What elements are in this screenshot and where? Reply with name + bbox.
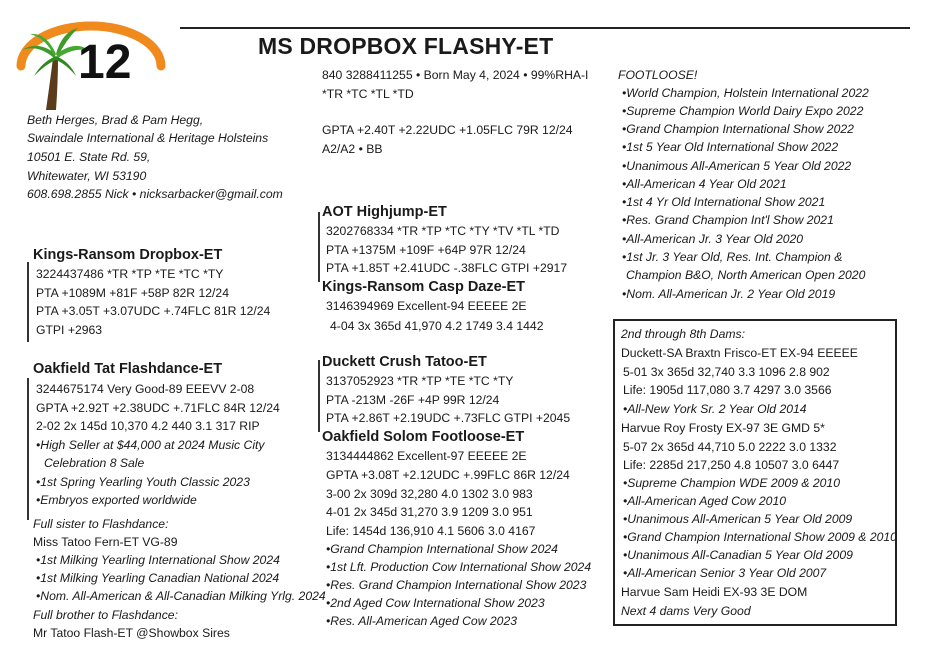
dam-4-note: •Supreme Champion WDE 2009 & 2010 [623,476,840,490]
dam-3-name: Duckett-SA Braxtn Frisco-ET EX-94 EEEEE [621,346,858,360]
granddam-detail: 3146394969 Excellent-94 EEEEE 2E [326,299,527,313]
pedigree-line [318,212,320,282]
mgs2-detail: PTA +2.86T +2.19UDC +.73FLC GTPI +2045 [326,411,571,425]
dam-detail: 2-02 2x 145d 10,370 4.2 440 3.1 317 RIP [36,419,260,433]
granddam2-detail: GPTA +3.08T +2.12UDC +.99FLC 86R 12/24 [326,468,570,482]
consignor-line: 10501 E. State Rd. 59, [27,150,151,164]
granddam2-note: •2nd Aged Cow International Show 2023 [326,596,545,610]
sister-note: •1st Milking Yearling International Show 2024 [36,553,280,567]
dam-4-name: Harvue Roy Frosty EX-97 3E GMD 5* [621,421,825,435]
genetic-codes: *TR *TC *TL *TD [322,87,414,101]
sister-name: Miss Tatoo Fern-ET VG-89 [33,535,178,549]
footloose-note: •1st Jr. 3 Year Old, Res. Int. Champion & [622,250,843,264]
footloose-note: •World Champion, Holstein International 2022 [622,86,869,100]
sire-detail: GTPI +2963 [36,323,103,337]
consignor-line: Beth Herges, Brad & Pam Hegg, [27,113,204,127]
palm-tree-logo [16,14,166,112]
footloose-note: •Nom. All-American Jr. 2 Year Old 2019 [622,287,836,301]
granddam2-note: •Grand Champion International Show 2024 [326,542,558,556]
dam-name: Oakfield Tat Flashdance-ET [33,361,223,377]
dam-4-note: •Unanimous All-American 5 Year Old 2009 [623,512,853,526]
lot-number: 12 [78,36,132,89]
granddam2-record: 4-01 2x 345d 31,270 3.9 1209 3.0 951 [326,505,533,519]
dam-note: •High Seller at $44,000 at 2024 Music City [36,438,265,452]
granddam2-note: •1st Lft. Production Cow International Show 2024 [326,560,592,574]
sister-heading: Full sister to Flashdance: [33,517,169,531]
footloose-note: •All-American 4 Year Old 2021 [622,177,787,191]
sister-note: •Nom. All-American & All-Canadian Milking Yrlg. 2024 [36,589,326,603]
footloose-note: Champion B&O, North American Open 2020 [626,268,866,282]
granddam-name: Kings-Ransom Casp Daze-ET [322,279,526,295]
sire-detail: 3224437486 *TR *TP *TE *TC *TY [36,267,224,281]
mgs2-detail: 3137052923 *TR *TP *TE *TC *TY [326,374,514,388]
footloose-note: •1st 4 Yr Old International Show 2021 [622,195,826,209]
sire-name: Kings-Ransom Dropbox-ET [33,247,223,263]
mgs-detail: PTA +1.85T +2.41UDC -.38FLC GTPI +2917 [326,261,568,275]
sire-detail: PTA +1089M +81F +58P 82R 12/24 [36,286,229,300]
dam-4-note: •Unanimous All-Canadian 5 Year Old 2009 [623,548,853,562]
footloose-note: •Supreme Champion World Dairy Expo 2022 [622,104,864,118]
consignor-line: Whitewater, WI 53190 [27,169,147,183]
granddam2-name: Oakfield Solom Footloose-ET [322,429,525,445]
dam-3-lifetime: Life: 1905d 117,080 3.7 4297 3.0 3566 [623,383,832,397]
mgs2-name: Duckett Crush Tatoo-ET [322,354,487,370]
mgs-detail: PTA +1375M +109F +64P 97R 12/24 [326,243,526,257]
pedigree-line [27,262,29,342]
dam-note: •Embryos exported worldwide [36,493,197,507]
dam-detail: 3244675174 Very Good-89 EEEVV 2-08 [36,382,255,396]
pedigree-line [27,378,29,520]
dam-3-record: 5-01 3x 365d 32,740 3.3 1096 2.8 902 [623,365,830,379]
footloose-heading: FOOTLOOSE! [618,68,698,82]
granddam2-note: •Res. Grand Champion International Show 2023 [326,578,587,592]
granddam-record: 4-04 3x 365d 41,970 4.2 1749 3.4 1442 [330,319,544,333]
dam-4-record: 5-07 2x 365d 44,710 5.0 2222 3.0 1332 [623,440,837,454]
brother-name: Mr Tatoo Flash-ET @Showbox Sires [33,626,230,640]
dam-detail: GPTA +2.92T +2.38UDC +.71FLC 84R 12/24 [36,401,280,415]
footloose-note: •Res. Grand Champion Int'l Show 2021 [622,213,834,227]
next-dams-note: Next 4 dams Very Good [621,604,751,618]
beta-casein: A2/A2 • BB [322,142,383,156]
mgs-name: AOT Highjump-ET [322,204,447,220]
header-rule [180,27,910,29]
footloose-note: •Unanimous All-American 5 Year Old 2022 [622,159,852,173]
granddam2-record: 3-00 2x 309d 32,280 4.0 1302 3.0 983 [326,487,533,501]
dam-note: Celebration 8 Sale [44,456,145,470]
dam-4-note: •All-American Aged Cow 2010 [623,494,787,508]
registration-line: 840 3288411255 • Born May 4, 2024 • 99%RHA-I [322,68,589,82]
brother-heading: Full brother to Flashdance: [33,608,178,622]
dam-4-note: •All-American Senior 3 Year Old 2007 [623,566,827,580]
dam-3-note: •All-New York Sr. 2 Year Old 2014 [623,402,807,416]
gpta-line: GPTA +2.40T +2.22UDC +1.05FLC 79R 12/24 [322,123,573,137]
dams-heading: 2nd through 8th Dams: [621,327,745,341]
granddam2-detail: 3134444862 Excellent-97 EEEEE 2E [326,449,527,463]
dam-5-name: Harvue Sam Heidi EX-93 3E DOM [621,585,808,599]
sire-detail: PTA +3.05T +3.07UDC +.74FLC 81R 12/24 [36,304,271,318]
mgs2-detail: PTA -213M -26F +4P 99R 12/24 [326,393,500,407]
granddam2-note: •Res. All-American Aged Cow 2023 [326,614,518,628]
footloose-note: •All-American Jr. 3 Year Old 2020 [622,232,804,246]
granddam2-lifetime: Life: 1454d 136,910 4.1 5606 3.0 4167 [326,524,536,538]
dam-4-lifetime: Life: 2285d 217,250 4.8 10507 3.0 6447 [623,458,840,472]
consignor-contact: 608.698.2855 Nick • nicksarbacker@gmail.com [27,187,283,201]
footloose-note: •1st 5 Year Old International Show 2022 [622,140,839,154]
mgs-detail: 3202768334 *TR *TP *TC *TY *TV *TL *TD [326,224,560,238]
pedigree-line [318,360,320,432]
sister-note: •1st Milking Yearling Canadian National 2024 [36,571,280,585]
footloose-note: •Grand Champion International Show 2022 [622,122,854,136]
dam-4-note: •Grand Champion International Show 2009 & 2010 [623,530,897,544]
dam-note: •1st Spring Yearling Youth Classic 2023 [36,475,250,489]
animal-title: MS DROPBOX FLASHY-ET [258,33,554,59]
consignor-line: Swaindale International & Heritage Holsteins [27,131,269,145]
